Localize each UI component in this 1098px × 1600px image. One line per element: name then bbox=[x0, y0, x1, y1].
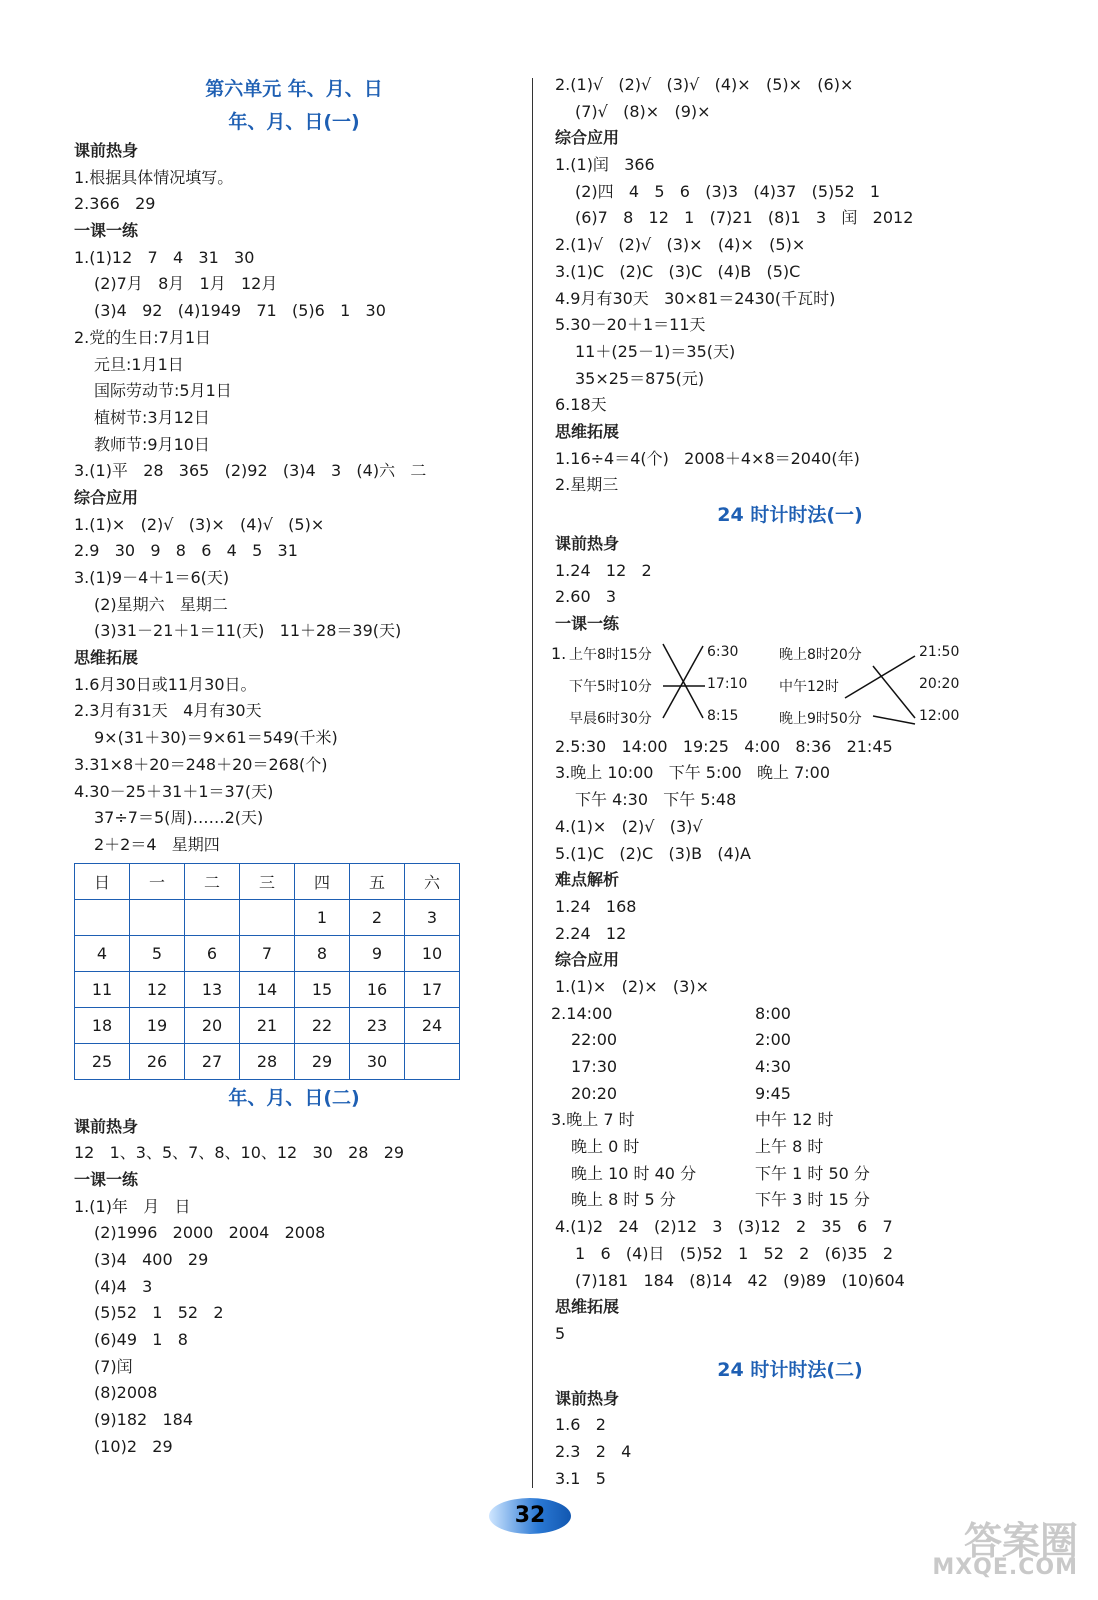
answer-group bbox=[555, 179, 1025, 232]
match-left-time: 6:30 bbox=[707, 643, 739, 660]
answer-line: 1 6 (4)日 (5)52 1 52 2 (6)35 2 bbox=[575, 1243, 894, 1263]
answer-line: 2.(1)√ (2)√ (3)√ (4)× (5)× (6)× bbox=[555, 75, 854, 94]
calendar-day-cell: 22 bbox=[295, 1007, 350, 1043]
answer-line: 2.366 29 bbox=[74, 194, 156, 214]
match-right-time: 20:20 bbox=[919, 675, 960, 692]
calendar-day-cell: 5 bbox=[130, 935, 185, 971]
answer-group bbox=[555, 1321, 1025, 1348]
answer-pair-row bbox=[555, 1081, 1025, 1108]
calendar-day-cell: 12 bbox=[130, 971, 185, 1007]
answer-line: 1.6月30日或11月30日。 bbox=[74, 674, 257, 694]
answer-group bbox=[74, 1220, 514, 1460]
watermark-logo bbox=[908, 1510, 1078, 1580]
calendar-day-cell: 26 bbox=[130, 1043, 185, 1079]
answer-line: 3.(1)9－4＋1＝6(天) bbox=[74, 568, 230, 587]
section-heading: 课前热身 bbox=[555, 1388, 620, 1408]
match-right-time: 12:00 bbox=[919, 707, 960, 724]
match-line bbox=[873, 716, 915, 724]
calendar-table bbox=[74, 863, 460, 1080]
answer-line: (2)7月 8月 1月 12月 bbox=[94, 274, 278, 294]
answer-group bbox=[555, 72, 1025, 99]
answer-group bbox=[555, 558, 1025, 611]
calendar-day-cell: 2 bbox=[350, 899, 405, 935]
column-divider bbox=[532, 78, 533, 1488]
answer-group bbox=[74, 352, 514, 459]
calendar-day-cell: 15 bbox=[295, 971, 350, 1007]
answer-line: 2.24 12 bbox=[555, 923, 627, 943]
answer-line: (7)闰 bbox=[94, 1356, 133, 1376]
page-number-badge bbox=[489, 1498, 571, 1534]
answer-group bbox=[74, 725, 514, 752]
section-title: 年、月、日(一) bbox=[228, 111, 360, 133]
calendar-day-cell: 23 bbox=[350, 1007, 405, 1043]
match-right-label: 晚上8时20分 bbox=[779, 646, 862, 663]
answer-line: (6)7 8 12 1 (7)21 (8)1 3 闰 2012 bbox=[575, 208, 914, 228]
section-heading: 一课一练 bbox=[555, 614, 620, 634]
calendar-week-row bbox=[75, 1007, 460, 1043]
calendar-day-cell bbox=[240, 899, 295, 935]
answer-group bbox=[74, 325, 514, 352]
calendar-week-row bbox=[75, 971, 460, 1007]
answer-line: (7)181 184 (8)14 42 (9)89 (10)604 bbox=[575, 1270, 905, 1290]
calendar-week-row bbox=[75, 935, 460, 971]
answer-line: 1.(1)× (2)√ (3)× (4)√ (5)× bbox=[74, 514, 325, 534]
answer-line: (3)4 400 29 bbox=[94, 1250, 209, 1269]
page-number: 32 bbox=[514, 1503, 546, 1528]
answer-line: 1.24 12 2 bbox=[555, 560, 652, 580]
answer-line: (2)星期六 星期二 bbox=[94, 594, 228, 614]
calendar-day-cell: 13 bbox=[185, 971, 240, 1007]
section-heading: 一课一练 bbox=[74, 221, 139, 241]
section-heading: 综合应用 bbox=[74, 487, 139, 507]
calendar-day-cell: 3 bbox=[405, 899, 460, 935]
answer-line: 35×25＝875(元) bbox=[575, 368, 705, 388]
answer-group bbox=[555, 152, 1025, 179]
answer-pair-row bbox=[551, 1107, 1025, 1134]
calendar-day-cell: 25 bbox=[75, 1043, 130, 1079]
calendar-weekday: 三 bbox=[240, 863, 295, 899]
section-heading: 课前热身 bbox=[555, 534, 620, 553]
answer-pair-row bbox=[555, 1187, 1025, 1214]
answer-pair-left: 晚上 8 时 5 分 bbox=[571, 1190, 676, 1210]
answer-line: 4.9月有30天 30×81＝2430(千瓦时) bbox=[555, 288, 836, 308]
answer-line: 1.(1)闰 366 bbox=[555, 155, 655, 175]
answer-line: 3.晚上 10:00 下午 5:00 晚上 7:00 bbox=[555, 763, 831, 783]
answer-group bbox=[555, 1241, 1025, 1294]
answer-line: 3.31×8＋20＝248＋20＝268(个) bbox=[74, 754, 328, 774]
answer-line: 1.(1)12 7 4 31 30 bbox=[74, 247, 255, 267]
answer-group bbox=[555, 974, 1025, 1001]
answer-line: 1.16÷4＝4(个) 2008＋4×8＝2040(年) bbox=[555, 448, 860, 468]
answer-group bbox=[74, 592, 514, 645]
answer-line: (10)2 29 bbox=[94, 1436, 173, 1456]
calendar-weekday: 二 bbox=[185, 863, 240, 899]
calendar-week-row bbox=[75, 899, 460, 935]
answer-line: 5 bbox=[555, 1323, 566, 1343]
answer-pairs bbox=[551, 1001, 1025, 1215]
calendar-day-cell bbox=[405, 1043, 460, 1079]
answer-line: 教师节:9月10日 bbox=[94, 434, 210, 454]
answer-pair-right: 8:00 bbox=[755, 1003, 791, 1023]
calendar-day-cell: 27 bbox=[185, 1043, 240, 1079]
answer-group bbox=[555, 734, 1025, 787]
answer-line: 37÷7＝5(周)……2(天) bbox=[94, 808, 264, 828]
calendar-day-cell: 17 bbox=[405, 971, 460, 1007]
calendar-day-cell: 7 bbox=[240, 935, 295, 971]
section-heading: 课前热身 bbox=[74, 1116, 139, 1136]
answer-line: 4.(1)2 24 (2)12 3 (3)12 2 35 6 7 bbox=[555, 1217, 893, 1237]
answer-line: (3)31－21＋1＝11(天) 11＋28＝39(天) bbox=[94, 621, 402, 641]
answer-line: (5)52 1 52 2 bbox=[94, 1303, 224, 1323]
answer-pair-right: 上午 8 时 bbox=[755, 1137, 824, 1157]
answer-group bbox=[74, 752, 514, 805]
answer-line: 2＋2＝4 星期四 bbox=[94, 834, 220, 854]
match-line bbox=[873, 666, 915, 718]
calendar-weekday: 日 bbox=[75, 863, 130, 899]
answer-group bbox=[555, 232, 1025, 339]
answer-line: 2.5:30 14:00 19:25 4:00 8:36 21:45 bbox=[555, 736, 893, 756]
answer-pair-row bbox=[555, 1027, 1025, 1054]
calendar-day-cell bbox=[75, 899, 130, 935]
answer-pair-row bbox=[555, 1134, 1025, 1161]
answer-line: 5.(1)C (2)C (3)B (4)A bbox=[555, 843, 751, 863]
calendar-day-cell: 28 bbox=[240, 1043, 295, 1079]
answer-line: 植树节:3月12日 bbox=[94, 407, 210, 427]
unit-title: 第六单元 年、月、日 bbox=[205, 78, 383, 100]
matching-diagram bbox=[551, 638, 1025, 734]
section-title: 24 时计时法(一) bbox=[717, 504, 863, 526]
answer-pair-left: 17:30 bbox=[571, 1057, 618, 1076]
answer-line: 6.18天 bbox=[555, 395, 607, 415]
answer-group bbox=[74, 512, 514, 592]
answer-line: 下午 4:30 下午 5:48 bbox=[575, 790, 737, 810]
calendar-day-cell: 6 bbox=[185, 935, 240, 971]
calendar-day-cell: 21 bbox=[240, 1007, 295, 1043]
answer-line: 2.3月有31天 4月有30天 bbox=[74, 701, 262, 721]
answer-group bbox=[74, 672, 514, 725]
match-right-label: 中午12时 bbox=[779, 678, 839, 695]
answer-group bbox=[555, 99, 1025, 126]
answer-pair-row bbox=[555, 1161, 1025, 1188]
answer-line: (4)4 3 bbox=[94, 1276, 153, 1296]
answer-line: (2)四 4 5 6 (3)3 (4)37 (5)52 1 bbox=[575, 181, 881, 201]
section-heading: 综合应用 bbox=[555, 128, 620, 148]
answer-pair-left: 晚上 0 时 bbox=[571, 1137, 640, 1157]
answer-line: 1.24 168 bbox=[555, 896, 637, 916]
answer-line: 3.1 5 bbox=[555, 1468, 606, 1488]
calendar-day-cell: 30 bbox=[350, 1043, 405, 1079]
answer-line: 2.星期三 bbox=[555, 475, 619, 495]
answer-line: (3)4 92 (4)1949 71 (5)6 1 30 bbox=[94, 301, 386, 321]
section-heading: 课前热身 bbox=[74, 141, 139, 160]
calendar-day-cell: 14 bbox=[240, 971, 295, 1007]
answer-group bbox=[74, 1194, 514, 1221]
match-left-label: 下午5时10分 bbox=[569, 678, 652, 695]
answer-pair-left: 20:20 bbox=[571, 1083, 618, 1103]
answer-line: 2.9 30 9 8 6 4 5 31 bbox=[74, 541, 298, 561]
calendar-day-cell bbox=[185, 899, 240, 935]
answer-line: 3.(1)平 28 365 (2)92 (3)4 3 (4)六 二 bbox=[74, 461, 427, 481]
answer-line: 2.3 2 4 bbox=[555, 1441, 632, 1461]
answer-pair-right: 9:45 bbox=[755, 1083, 791, 1103]
match-left-label: 早晨6时30分 bbox=[569, 710, 652, 727]
answer-group bbox=[555, 1412, 1025, 1492]
calendar-day-cell: 29 bbox=[295, 1043, 350, 1079]
answer-group bbox=[74, 458, 514, 485]
calendar-weekday: 六 bbox=[405, 863, 460, 899]
answer-line: 国际劳动节:5月1日 bbox=[94, 381, 232, 401]
match-left-label: 上午8时15分 bbox=[569, 646, 652, 663]
watermark-url: MXQE.COM bbox=[932, 1555, 1078, 1580]
answer-pair-row bbox=[555, 1054, 1025, 1081]
section-heading: 一课一练 bbox=[74, 1169, 139, 1189]
right-column bbox=[551, 72, 1025, 1492]
answer-group bbox=[74, 805, 514, 858]
answer-line: (6)49 1 8 bbox=[94, 1330, 188, 1350]
answer-line: 1.(1)年 月 日 bbox=[74, 1196, 191, 1216]
match-prefix: 1. bbox=[551, 643, 567, 663]
answer-pair-right: 下午 3 时 15 分 bbox=[755, 1190, 870, 1210]
answer-pair-left: 2.14:00 bbox=[551, 1003, 613, 1023]
calendar-day-cell: 9 bbox=[350, 935, 405, 971]
calendar-day-cell: 19 bbox=[130, 1007, 185, 1043]
answer-line: 4.(1)× (2)√ (3)√ bbox=[555, 816, 703, 836]
answer-line: 4.30－25＋31＋1＝37(天) bbox=[74, 781, 274, 801]
answer-group bbox=[555, 446, 1025, 499]
calendar-day-cell: 1 bbox=[295, 899, 350, 935]
answer-pair-left: 晚上 10 时 40 分 bbox=[571, 1163, 697, 1183]
answer-line: (8)2008 bbox=[94, 1383, 158, 1403]
section-heading: 思维拓展 bbox=[555, 1297, 620, 1317]
section-heading: 思维拓展 bbox=[555, 421, 620, 441]
answer-line: 1.根据具体情况填写。 bbox=[74, 167, 234, 187]
answer-group bbox=[74, 165, 514, 218]
answer-pair-row bbox=[551, 1001, 1025, 1028]
left-column bbox=[74, 72, 514, 1461]
answer-line: (2)1996 2000 2004 2008 bbox=[94, 1223, 326, 1243]
answer-line: 2.党的生日:7月1日 bbox=[74, 327, 212, 347]
match-left-time: 17:10 bbox=[707, 675, 748, 692]
answer-line: (9)182 184 bbox=[94, 1410, 193, 1430]
section-heading: 思维拓展 bbox=[74, 648, 139, 668]
answer-line: 9×(31＋30)＝9×61＝549(千米) bbox=[94, 728, 338, 748]
answer-group bbox=[555, 1214, 1025, 1241]
calendar-day-cell: 10 bbox=[405, 935, 460, 971]
section-heading: 难点解析 bbox=[555, 870, 620, 890]
calendar-header-row bbox=[75, 863, 460, 899]
answer-group bbox=[555, 339, 1025, 392]
answer-line: 2.(1)√ (2)√ (3)× (4)× (5)× bbox=[555, 235, 806, 255]
calendar-day-cell: 20 bbox=[185, 1007, 240, 1043]
answer-line: 2.60 3 bbox=[555, 587, 617, 607]
answer-group bbox=[74, 245, 514, 272]
match-right-time: 21:50 bbox=[919, 643, 960, 660]
calendar-day-cell: 24 bbox=[405, 1007, 460, 1043]
calendar-day-cell: 4 bbox=[75, 935, 130, 971]
answer-group bbox=[555, 787, 1025, 814]
answer-pair-left: 22:00 bbox=[571, 1030, 618, 1050]
calendar-weekday: 一 bbox=[130, 863, 185, 899]
section-heading: 综合应用 bbox=[555, 950, 620, 970]
calendar-day-cell bbox=[130, 899, 185, 935]
calendar-day-cell: 8 bbox=[295, 935, 350, 971]
calendar-day-cell: 11 bbox=[75, 971, 130, 1007]
section-title: 年、月、日(二) bbox=[228, 1086, 360, 1109]
answer-pair-left: 3.晚上 7 时 bbox=[551, 1110, 635, 1130]
calendar-weekday: 五 bbox=[350, 863, 405, 899]
answer-pair-right: 4:30 bbox=[755, 1057, 791, 1076]
answer-line: 5.30－20＋1＝11天 bbox=[555, 315, 706, 335]
calendar-weekday: 四 bbox=[295, 863, 350, 899]
answer-line: 3.(1)C (2)C (3)C (4)B (5)C bbox=[555, 261, 801, 281]
section-title: 24 时计时法(二) bbox=[717, 1358, 863, 1381]
watermark-text: 答案圈 bbox=[963, 1519, 1078, 1563]
answer-line: (7)√ (8)× (9)× bbox=[575, 101, 711, 121]
calendar-day-cell: 18 bbox=[75, 1007, 130, 1043]
match-right-label: 晚上9时50分 bbox=[779, 710, 862, 727]
answer-group bbox=[555, 894, 1025, 947]
answer-group bbox=[74, 271, 514, 324]
answer-line: 1.(1)× (2)× (3)× bbox=[555, 976, 709, 996]
answer-pair-right: 下午 1 时 50 分 bbox=[755, 1163, 870, 1183]
answer-line: 1.6 2 bbox=[555, 1415, 606, 1435]
answer-group bbox=[555, 814, 1025, 867]
calendar-week-row bbox=[75, 1043, 460, 1079]
answer-line: 元旦:1月1日 bbox=[94, 354, 184, 374]
answer-group bbox=[74, 1140, 514, 1167]
match-left-time: 8:15 bbox=[707, 707, 739, 724]
calendar-day-cell: 16 bbox=[350, 971, 405, 1007]
answer-line: 12 1、3、5、7、8、10、12 30 28 29 bbox=[74, 1143, 405, 1163]
answer-line: 11＋(25－1)＝35(天) bbox=[575, 341, 736, 361]
answer-pair-right: 2:00 bbox=[755, 1030, 791, 1050]
answer-group bbox=[555, 392, 1025, 419]
answer-pair-right: 中午 12 时 bbox=[755, 1110, 834, 1130]
